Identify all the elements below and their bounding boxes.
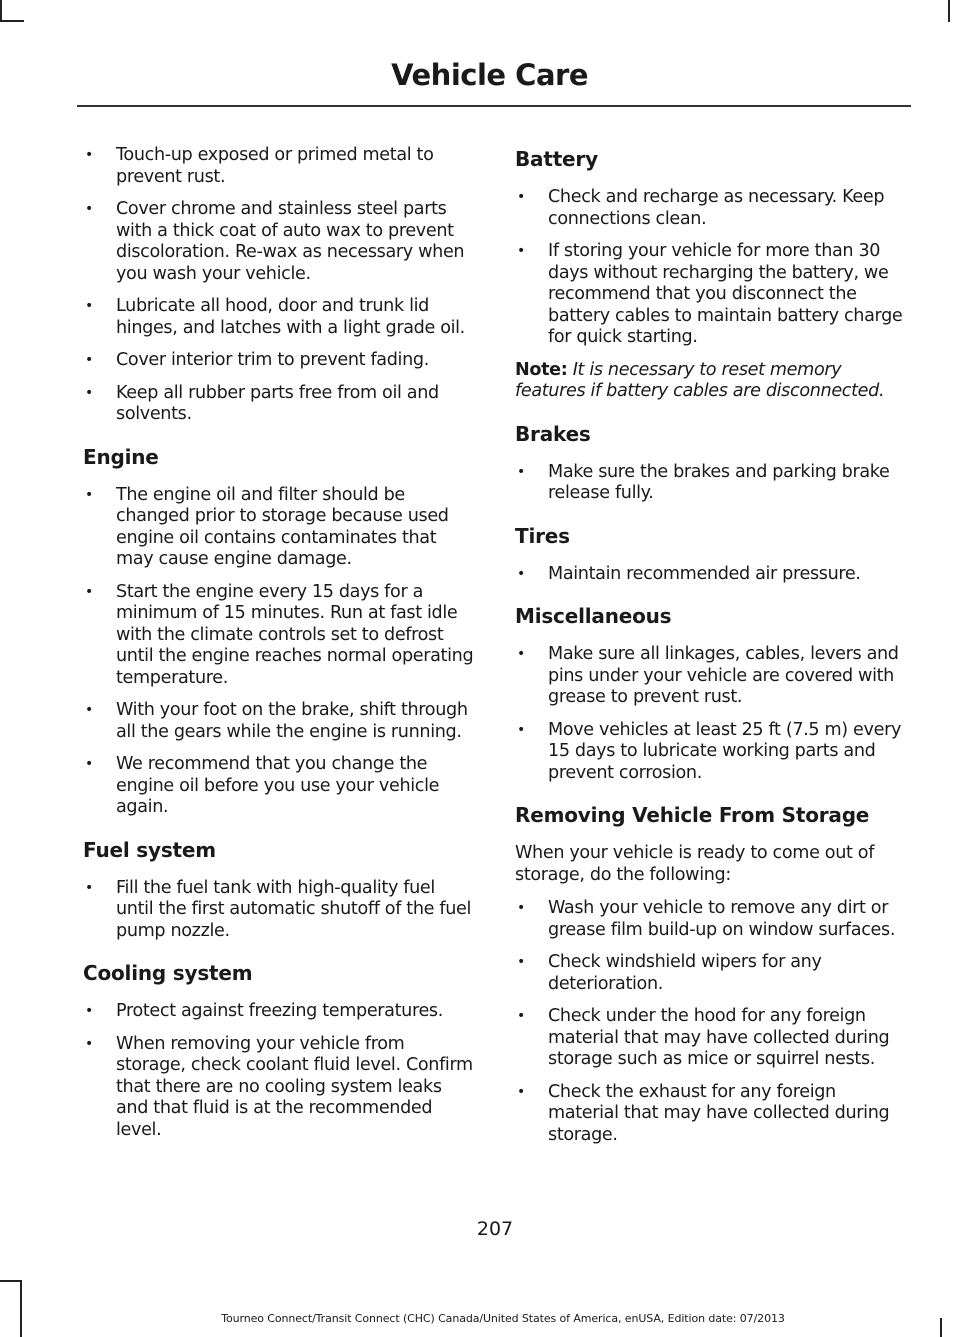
tires-list <box>515 564 909 586</box>
section-heading-brakes: Brakes <box>515 421 591 446</box>
section-heading-removing-vehicle: Removing Vehicle From Storage <box>515 803 870 827</box>
list-item: • Lubricate all hood, door and trunk lid hinges, and latches with a light grade oil. <box>83 296 475 339</box>
header-rule <box>77 105 911 107</box>
crop-mark <box>0 1280 22 1282</box>
right-column <box>515 145 909 1157</box>
list-item: • We recommend that you change the engine oil before you use your vehicle again. <box>83 754 475 819</box>
removing-list <box>515 898 909 1146</box>
note-text: It is necessary to reset memory features if battery cables are disconnected. <box>515 359 885 401</box>
section-heading-miscellaneous: Miscellaneous <box>515 604 672 628</box>
list-item: • If storing your vehicle for more than 30 days without recharging the battery, we recommend that you disconnect the battery cables to maintain battery charge for quick starting. <box>515 241 909 349</box>
brakes-list <box>515 462 909 505</box>
crop-mark <box>948 0 950 22</box>
left-column <box>83 145 475 1152</box>
list-item: • With your foot on the brake, shift through all the gears while the engine is running. <box>83 700 475 743</box>
list-item: • Check and recharge as necessary. Keep connections clean. <box>515 187 909 230</box>
list-item: • Check windshield wipers for any deterioration. <box>515 952 909 995</box>
note-label: Note: <box>515 359 568 380</box>
page-title: Vehicle Care <box>391 58 588 92</box>
crop-mark <box>0 0 2 22</box>
cooling-list <box>83 1001 475 1141</box>
page-number: 207 <box>476 1218 514 1240</box>
list-item: • Maintain recommended air pressure. <box>515 564 909 586</box>
list-item: • Move vehicles at least 25 ft (7.5 m) every 15 days to lubricate working parts and prevent corrosion. <box>515 720 909 785</box>
list-item: • Check the exhaust for any foreign material that may have collected during storage. <box>515 1082 909 1147</box>
list-item: • The engine oil and filter should be changed prior to storage because used engine oil contains contaminates that may cause engine damage. <box>83 485 475 571</box>
fuel-list <box>83 878 475 943</box>
list-item: • Cover interior trim to prevent fading. <box>83 350 475 372</box>
crop-mark <box>0 20 24 22</box>
list-item: • Start the engine every 15 days for a minimum of 15 minutes. Run at fast idle with the climate controls set to defrost until the engine reaches normal operating temperature. <box>83 582 475 690</box>
battery-note <box>515 360 909 403</box>
section-heading-tires: Tires <box>515 523 570 548</box>
list-item: • Protect against freezing temperatures. <box>83 1001 475 1023</box>
list-item: • Wash your vehicle to remove any dirt or grease film build-up on window surfaces. <box>515 898 909 941</box>
list-item: • Fill the fuel tank with high-quality fuel until the first automatic shutoff of the fuel pump nozzle. <box>83 878 475 943</box>
section-heading-battery: Battery <box>515 147 598 171</box>
crop-mark <box>20 1280 22 1337</box>
section-heading-cooling-system: Cooling system <box>83 961 253 985</box>
removing-intro: When your vehicle is ready to come out of storage, do the following: <box>515 843 875 885</box>
list-item: • Touch-up exposed or primed metal to prevent rust. <box>83 145 475 188</box>
battery-list <box>515 187 909 349</box>
section-heading-fuel-system: Fuel system <box>83 837 216 862</box>
list-item: • Make sure the brakes and parking brake release fully. <box>515 462 909 505</box>
section-heading-engine: Engine <box>83 444 159 469</box>
misc-list <box>515 644 909 784</box>
intro-list <box>83 145 475 426</box>
list-item: • Keep all rubber parts free from oil and solvents. <box>83 383 475 426</box>
engine-list <box>83 485 475 819</box>
list-item: • When removing your vehicle from storage, check coolant fluid level. Confirm that there are no cooling system leaks and that fluid is at the recommended level. <box>83 1034 475 1142</box>
list-item: • Check under the hood for any foreign material that may have collected during storage such as mice or squirrel nests. <box>515 1006 909 1071</box>
list-item: • Cover chrome and stainless steel parts with a thick coat of auto wax to prevent discoloration. Re-wax as necessary when you wash your vehicle. <box>83 199 475 285</box>
footer-text: Tourneo Connect/Transit Connect (CHC) Canada/United States of America, enUSA, Edition date: 07/2013 <box>221 1312 785 1325</box>
list-item: • Make sure all linkages, cables, levers and pins under your vehicle are covered with grease to prevent rust. <box>515 644 909 709</box>
